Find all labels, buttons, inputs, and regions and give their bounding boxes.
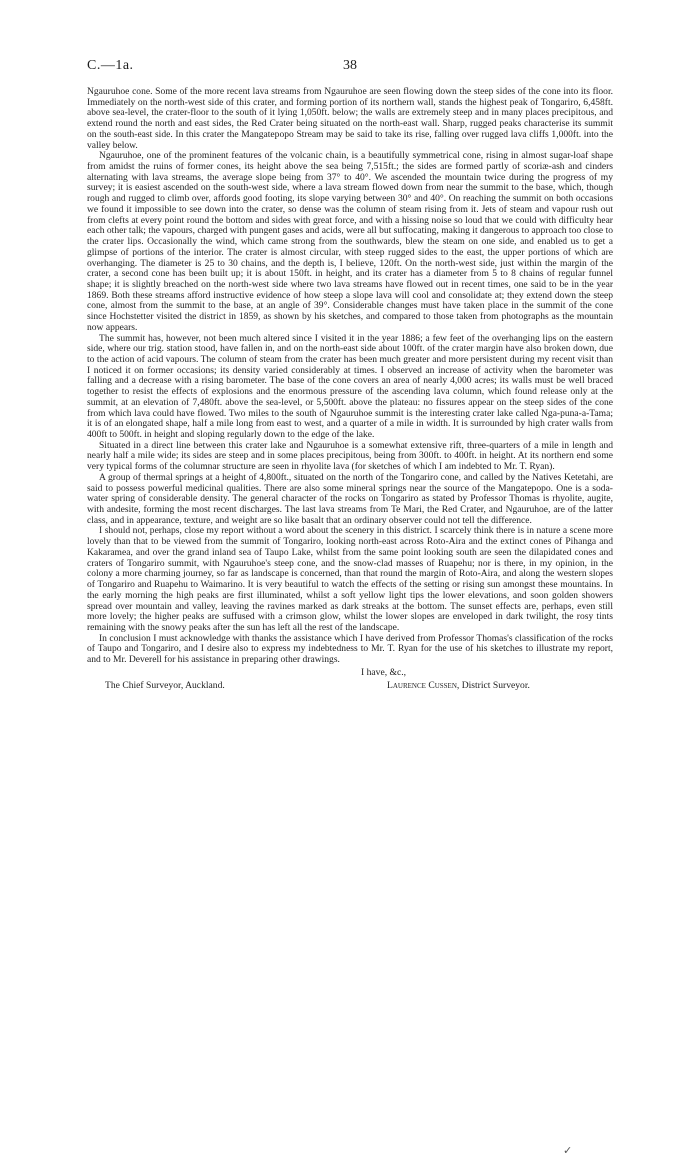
signatory-title: , District Surveyor.: [456, 679, 530, 691]
paragraph-ngauruhoe-cone-intro: Ngauruhoe cone. Some of the more recent lava streams from Ngauruhoe are seen flowing down the steep sides of the cone into its floor. Immediately on the north-west side of this crater, and forming portion of its northern wall, stands the highest peak of Tongariro, 6,458ft. above sea-level, the crater-floor to the south of it lying 1,050ft. below; the walls are extremely steep and in many places precipitous, and extend round the north and east sides, the Red Crater being situated on the north-east wall. Sharp, rugged peaks characterise its summit on the south-east side. In this crater the Mangatepopo Stream may be said to take its rise, falling over rugged lava cliffs 1,000ft. into the valley below.: [87, 86, 613, 151]
paragraph-rift: Situated in a direct line between this crater lake and Ngauruhoe is a somewhat extensive rift, three-quarters of a mile in length and nearly half a mile wide; its sides are steep and in some places precipitous, being from 300ft. to 400ft. in height. At its northern end some very typical forms of the columnar structure are seen in rhyolite lava (for sketches of which I am indebted to Mr. T. Ryan).: [87, 439, 613, 473]
signature-block: [87, 666, 613, 702]
document-code: C.—1a.: [87, 58, 134, 73]
margin-tick-mark: ✓: [563, 1145, 573, 1157]
document-page: [87, 58, 613, 702]
paragraph-summit-changes: The summit has, however, not been much altered since I visited it in the year 1886; a few feet of the overhanging lips on the eastern side, where our trig. station stood, have fallen in, and on the north-east side about 100ft. of the crater margin have also broken down, due to the action of acid vapours. The column of steam from the crater has been much greater and more persistent during my recent visit than I noticed it on former occasions; its density varied considerably at times. I observed an increase of activity when the barometer was falling and a decrease with a rising barometer. The base of the cone covers an area of nearly 4,000 acres; its walls must be well braced together to resist the effects of explosions and the enormous pressure of the ascending lava column, which found release only at the summit, at an elevation of 7,480ft. above the sea-level, or 5,500ft. above the plateau: no fissures appear on the steep sides of the cone from which lava could have flowed. Two miles to the south of Ngauruhoe summit is the interesting crater lake called Nga-puna-a-Tama; it is of an elongated shape, half a mile long from east to west, and a quarter of a mile in width. It is surrounded by high crater walls from 400ft to 500ft. in height and sloping regularly down to the edge of the lake.: [87, 332, 613, 440]
report-body: [87, 87, 613, 666]
complimentary-close: I have, &c.,: [361, 666, 407, 678]
signatory: [387, 680, 530, 691]
page-header: [87, 58, 613, 80]
signatory-name: Laurence Cussen: [387, 679, 457, 691]
page-number: 38: [343, 58, 357, 73]
paragraph-scenery: I should not, perhaps, close my report without a word about the scenery in this district. I scarcely think there is in nature a scene more lovely than that to be viewed from the summit of Tongariro, looking north-east across Roto-Aira and the extinct cones of Pihanga and Kakaramea, and over the grand inland sea of Taupo Lake, whilst from the same point looking south are seen the dilapidated cones and craters of Tongariro summit, with Ngauruhoe's steep cone, and the snow-clad masses of Ruapehu; nor is there, in my opinion, in the colony a more charming journey, so far as landscape is concerned, than that round the margin of Roto-Aira, and along the western slopes of Tongariro and Ruapehu to Waimarino. It is very beautiful to watch the effects of the setting or rising sun amongst these mountains. In the early morning the high peaks are first illuminated, whilst a soft yellow light tips the lower elevations, and soon golden showers spread over mountain and valley, leaving the ravines marked as dark streaks at the bottom. The sunset effects are, perhaps, even still more lovely; the higher peaks are suffused with a crimson glow, whilst the lower slopes are enveloped in dark twilight, the rosy tints remaining with the snowy peaks after the sun has left all the rest of the landscape.: [87, 525, 613, 633]
paragraph-acknowledgements: In conclusion I must acknowledge with thanks the assistance which I have derived from Professor Thomas's classification of the rocks of Taupo and Tongariro, and I desire also to express my indebtedness to Mr. T. Ryan for the use of his sketches to illustrate my report, and to Mr. Deverell for his assistance in preparing other drawings.: [87, 632, 613, 666]
paragraph-ngauruhoe-description: Ngauruhoe, one of the prominent features of the volcanic chain, is a beautifully symmetrical cone, rising in almost sugar-loaf shape from amidst the ruins of former cones, its height above the sea being 7,515ft.; the sides are formed partly of scoriæ-ash and cinders alternating with lava streams, the average slope being from 37° to 40°. We ascended the mountain twice during the progress of my survey; it is easiest ascended on the south-west side, where a lava stream flowed down from near the summit to the base, which, though rough and rugged to climb over, affords good footing, its slope varying between 30° and 40°. On reaching the summit on both occasions we found it impossible to see down into the crater, so dense was the column of steam rising from it. Jets of steam and vapour rush out from clefts at every point round the bottom and sides with great force, and with a hissing noise so loud that we could with difficulty hear each other talk; the vapours, charged with pungent gases and acids, were all but suffocating, making it dangerous to approach too close to the crater lips. Occasionally the wind, which came strong from the southwards, blew the steam on one side, and enabled us to get a glimpse of portions of the interior. The crater is almost circular, with steep rugged sides to the east, the upper portions of which are overhanging. The diameter is 25 to 30 chains, and the depth is, I believe, 120ft. On the north-west side, just within the margin of the crater, a second cone has been built up; it is about 150ft. in height, and its crater has a diameter from 5 to 8 chains of regular funnel shape; it is slightly breached on the north-west side where two lava streams have flowed out in recent times, one said to be in the year 1869. Both these streams afford instructive evidence of how steep a slope lava will cool and consolidate at; they extend down the steep cone, almost from the summit to the base, at an angle of 39°. Considerable changes must have taken place in the summit of the cone since Hochstetter visited the district in 1859, as shown by his sketches, and compared to those taken from photographs as the mountain now appears.: [87, 150, 613, 333]
addressee: The Chief Surveyor, Auckland.: [105, 679, 225, 691]
paragraph-thermal-springs: A group of thermal springs at a height of 4,800ft., situated on the north of the Tongariro cone, and called by the Natives Ketetahi, are said to possess powerful medicinal qualities. There are also some mineral springs near the source of the Mangatepopo. One is a soda-water spring of considerable density. The general character of the rocks on Tongariro as stated by Professor Thomas is rhyolite, augite, with andesite, forming the most recent discharges. The last lava streams from Te Mari, the Red Crater, and Ngauruhoe, are of the latter class, and in appearance, texture, and weight are so like basalt that an ordinary observer could not tell the difference.: [87, 471, 613, 526]
